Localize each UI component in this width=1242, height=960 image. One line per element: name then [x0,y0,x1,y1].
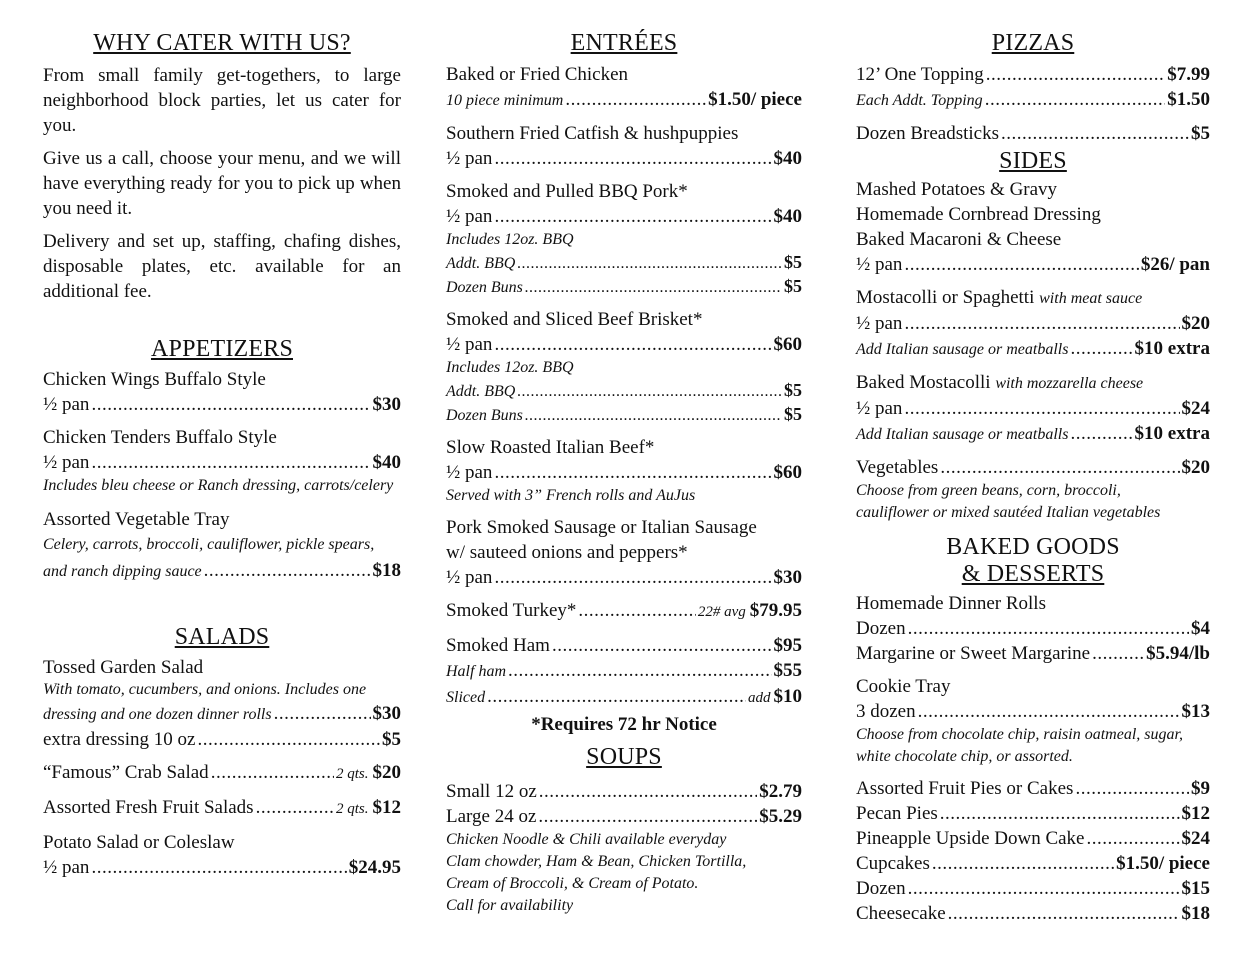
pies-price: $9 [1191,778,1210,799]
pork-size: ½ pan [446,206,493,227]
tossed-name: Tossed Garden Salad [43,657,204,678]
cupcakes-row [856,851,1210,876]
cheesecake-price: $18 [1181,903,1210,924]
cupcakes-dozen-name: Dozen [856,878,906,899]
sides-heading: SIDES [999,148,1067,174]
cookie-note-1: Choose from chocolate chip, raisin oatmeal, sugar, [856,726,1183,743]
half-ham-name: Half ham [446,663,506,680]
potato-row [43,855,401,880]
crab-price: $20 [372,762,401,783]
baked-mostacolli-line [856,370,1210,396]
delivery-paragraph: Delivery and set up, staffing, chafing dishes, disposable plates, etc. available for an additional fee. [43,231,401,302]
half-ham-price: $55 [773,660,802,681]
beef-size: ½ pan [446,462,493,483]
large-soup-row [446,804,802,829]
vegetables-row [856,455,1210,480]
turkey-name: Smoked Turkey* [446,600,577,621]
brisket-bbq: Addt. BBQ [446,383,516,400]
catfish-name: Southern Fried Catfish & hushpuppies [446,123,739,144]
pork-bbq-row [446,251,802,275]
cheesecake-name: Cheesecake [856,903,946,924]
chicken-row [446,87,802,113]
one-topping-row [856,62,1210,87]
turkey-price: $79.95 [749,600,802,621]
pork-bbq-price: $5 [784,252,802,272]
cupcakes-dozen-price: $15 [1181,878,1210,899]
mostacolli-add: Add Italian sausage or meatballs [856,341,1069,358]
veg-tray-row [43,558,401,584]
wings-size: ½ pan [43,394,90,415]
wings-row [43,392,401,417]
mostacolli-size: ½ pan [856,313,903,334]
pineapple-name: Pineapple Upside Down Cake [856,828,1085,849]
breadsticks-name: Dozen Breadsticks [856,123,999,144]
pork-buns: Dozen Buns [446,279,523,296]
catfish-price: $40 [773,148,802,169]
pecan-row [856,801,1210,826]
veg-tray-note2: and ranch dipping sauce [43,563,202,580]
margarine-name: Margarine or Sweet Margarine [856,643,1091,664]
fruit-price: $12 [372,797,401,818]
pizzas-heading: PIZZAS [991,30,1075,56]
extra-dressing-price: $5 [382,729,401,750]
cookie-tray-row [856,699,1210,724]
sliced-price: $10 [773,686,802,707]
desserts-heading: & DESSERTS [961,561,1105,587]
pecan-price: $12 [1181,803,1210,824]
each-topping-name: Each Addt. Topping [856,92,983,109]
mostacolli-price: $20 [1181,313,1210,334]
pecan-name: Pecan Pies [856,803,938,824]
mostacolli-add-price: $10 extra [1134,338,1210,359]
each-topping-row [856,87,1210,113]
vegetables-note-1: Choose from green beans, corn, broccoli, [856,482,1121,499]
brisket-includes: Includes 12oz. BBQ [446,359,574,376]
beef-price: $60 [773,462,802,483]
extra-dressing-name: extra dressing 10 oz [43,729,196,750]
pork-name: Smoked and Pulled BBQ Pork* [446,181,688,202]
brisket-name: Smoked and Sliced Beef Brisket* [446,309,703,330]
cookie-note-2: white chocolate chip, or assorted. [856,748,1073,765]
sausage-row [446,565,802,590]
one-topping-price: $7.99 [1167,64,1210,85]
tenders-note: Includes bleu cheese or Ranch dressing, carrots/celery [43,477,394,494]
sides-group-price: $26/ pan [1140,254,1210,275]
appetizers-heading: APPETIZERS [150,336,293,362]
chicken-name: Baked or Fried Chicken [446,64,629,85]
soup-note-2: Clam chowder, Ham & Bean, Chicken Tortilla, [446,853,747,870]
pork-bbq: Addt. BBQ [446,255,516,272]
brisket-buns-price: $5 [784,404,802,424]
vegetables-note-2: cauliflower or mixed sautéed Italian vegetables [856,504,1161,521]
brisket-size: ½ pan [446,334,493,355]
cheesecake-row [856,901,1210,926]
middle-column [446,28,802,917]
tossed-price: $30 [372,703,401,724]
pork-buns-price: $5 [784,276,802,296]
large-soup-price: $5.29 [759,806,802,827]
pork-price: $40 [773,206,802,227]
vegetables-price: $20 [1181,457,1210,478]
why-cater-heading: WHY CATER WITH US? [93,30,351,56]
cupcakes-name: Cupcakes [856,853,930,874]
cookie-tray-size: 3 dozen [856,701,916,722]
left-column [43,28,401,880]
beef-note: Served with 3” French rolls and AuJus [446,487,696,504]
ham-name: Smoked Ham [446,635,550,656]
pies-row [856,776,1210,801]
pork-includes: Includes 12oz. BBQ [446,231,574,248]
tenders-row [43,450,401,475]
tossed-note2: dressing and one dozen dinner rolls [43,706,272,723]
sides-group-row [856,252,1210,277]
cornbread-dressing: Homemade Cornbread Dressing [856,204,1101,225]
baked-mostacolli-name: Baked Mostacolli [856,372,991,393]
veg-tray-name: Assorted Vegetable Tray [43,509,230,530]
extra-dressing-row [43,727,401,752]
dinner-rolls-row [856,616,1210,641]
baked-add-price: $10 extra [1134,423,1210,444]
catfish-row [446,146,802,171]
potato-price: $24.95 [348,857,401,878]
veg-tray-note: Celery, carrots, broccoli, cauliflower, pickle spears, [43,536,375,553]
sliced-row [446,684,802,711]
notice-text: *Requires 72 hr Notice [531,714,717,735]
sausage-size: ½ pan [446,567,493,588]
ham-row [446,633,802,658]
small-soup-name: Small 12 oz [446,781,537,802]
soup-note-4: Call for availability [446,897,574,914]
intro-paragraph: From small family get-togethers, to large neighborhood block parties, let us cater for you. [43,65,401,136]
pork-buns-row [446,275,802,299]
pineapple-row [856,826,1210,851]
fruit-qty: 2 qts. [335,801,369,817]
mostacolli-name: Mostacolli or Spaghetti [856,287,1035,308]
dinner-rolls-dozen: Dozen [856,618,906,639]
baked-macaroni: Baked Macaroni & Cheese [856,229,1062,250]
turkey-avg: 22# avg [697,604,746,620]
baked-add-row [856,421,1210,447]
sausage-name-line2: w/ sauteed onions and peppers* [446,542,688,563]
brisket-bbq-row [446,379,802,403]
beef-name: Slow Roasted Italian Beef* [446,437,655,458]
ham-price: $95 [773,635,802,656]
mashed-potatoes: Mashed Potatoes & Gravy [856,179,1058,200]
crab-name: “Famous” Crab Salad [43,762,209,783]
large-soup-name: Large 24 oz [446,806,537,827]
baked-mostacolli-note: with mozzarella cheese [995,375,1144,392]
cupcakes-price: $1.50/ piece [1116,853,1210,874]
cookie-tray-name: Cookie Tray [856,676,951,697]
margarine-price: $5.94/lb [1146,643,1210,664]
call-paragraph: Give us a call, choose your menu, and we will have everything ready for you to pick up when you need it. [43,148,401,219]
dinner-rolls-price: $4 [1191,618,1210,639]
cupcakes-dozen-row [856,876,1210,901]
sausage-price: $30 [773,567,802,588]
brisket-row [446,332,802,357]
tenders-price: $40 [372,452,401,473]
veg-tray-price: $18 [372,560,401,581]
right-column [856,28,1210,926]
sliced-add: add [748,690,771,706]
wings-price: $30 [372,394,401,415]
baked-goods-heading: BAKED GOODS [946,534,1120,560]
mostacolli-note: with meat sauce [1039,290,1143,307]
beef-row [446,460,802,485]
crab-qty: 2 qts. [335,766,369,782]
vegetables-name: Vegetables [856,457,939,478]
baked-add: Add Italian sausage or meatballs [856,426,1069,443]
brisket-price: $60 [773,334,802,355]
pork-row [446,204,802,229]
cookie-tray-price: $13 [1181,701,1210,722]
potato-name: Potato Salad or Coleslaw [43,832,235,853]
turkey-row [446,598,802,625]
sausage-name-line1: Pork Smoked Sausage or Italian Sausage [446,517,757,538]
half-ham-row [446,658,802,684]
small-soup-row [446,779,802,804]
wings-name: Chicken Wings Buffalo Style [43,369,266,390]
tossed-row [43,701,401,727]
pineapple-price: $24 [1181,828,1210,849]
soup-note-1: Chicken Noodle & Chili available everyday [446,831,727,848]
brisket-buns-row [446,403,802,427]
fruit-name: Assorted Fresh Fruit Salads [43,797,254,818]
mostacolli-row [856,311,1210,336]
sides-group-size: ½ pan [856,254,903,275]
breadsticks-price: $5 [1191,123,1210,144]
sliced-name: Sliced [446,689,486,706]
margarine-row [856,641,1210,666]
chicken-price: $1.50/ piece [708,89,802,110]
fruit-row [43,795,401,822]
pies-name: Assorted Fruit Pies or Cakes [856,778,1074,799]
soup-note-3: Cream of Broccoli, & Cream of Potato. [446,875,699,892]
soups-heading: SOUPS [586,744,662,770]
brisket-buns: Dozen Buns [446,407,523,424]
crab-row [43,760,401,787]
chicken-note: 10 piece minimum [446,92,564,109]
small-soup-price: $2.79 [759,781,802,802]
tenders-name: Chicken Tenders Buffalo Style [43,427,277,448]
baked-mostacolli-price: $24 [1181,398,1210,419]
potato-size: ½ pan [43,857,90,878]
each-topping-price: $1.50 [1167,89,1210,110]
salads-heading: SALADS [174,624,270,650]
entrees-heading: ENTRÉES [570,30,678,56]
tossed-note: With tomato, cucumbers, and onions. Includes one [43,681,367,698]
tenders-size: ½ pan [43,452,90,473]
mostacolli-line [856,285,1210,311]
mostacolli-add-row [856,336,1210,362]
dinner-rolls-name: Homemade Dinner Rolls [856,593,1046,614]
one-topping-name: 12’ One Topping [856,64,984,85]
breadsticks-row [856,121,1210,146]
brisket-bbq-price: $5 [784,380,802,400]
baked-mostacolli-row [856,396,1210,421]
catfish-size: ½ pan [446,148,493,169]
baked-mostacolli-size: ½ pan [856,398,903,419]
